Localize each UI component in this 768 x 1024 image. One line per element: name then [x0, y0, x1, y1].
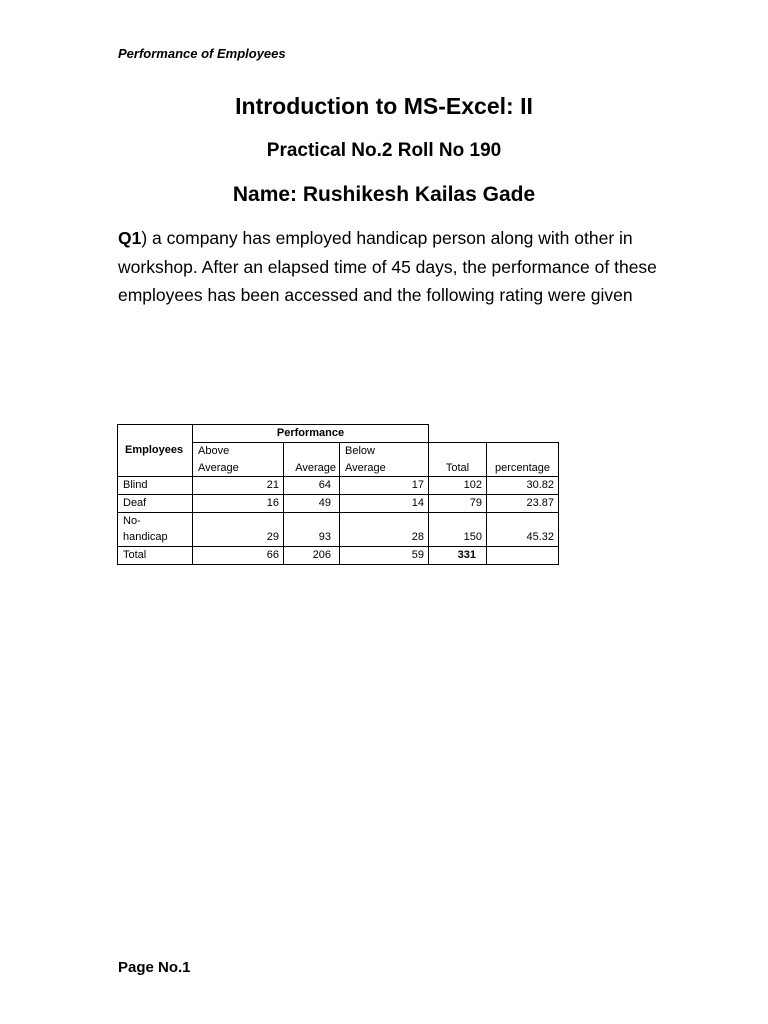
table-cell	[487, 547, 558, 564]
performance-table	[117, 424, 559, 566]
column-header-percentage: percentage	[494, 462, 551, 474]
row-label-blind: Blind	[123, 479, 148, 491]
row-label-no-handicap-line1: No-	[123, 515, 141, 527]
table-cell: 93	[318, 531, 331, 543]
column-header-employees: Employees	[125, 444, 184, 456]
student-name: Name: Rushikesh Kailas Gade	[232, 183, 536, 206]
column-header-above-line2: Average	[198, 462, 239, 474]
table-cell: 29	[266, 531, 279, 543]
grand-total-cell: 331	[457, 549, 476, 561]
table-cell: 30.82	[526, 479, 554, 491]
column-header-below-line2: Average	[345, 462, 386, 474]
question-paragraph	[118, 224, 658, 310]
table-cell: 64	[318, 479, 331, 491]
table-cell: 49	[318, 497, 331, 509]
document-header: Performance of Employees	[118, 46, 286, 61]
row-label-deaf: Deaf	[123, 497, 147, 509]
table-border	[117, 564, 559, 565]
page-title: Introduction to MS-Excel: II	[235, 93, 533, 119]
question-text: ) a company has employed handicap person along with other in workshop. After an elapsed time of 45 days, the performance of these employees has been accessed and the following rating were given	[118, 228, 657, 306]
table-cell: 23.87	[526, 497, 554, 509]
row-label-total: Total	[123, 549, 147, 561]
column-header-below-line1: Below	[345, 445, 375, 457]
column-header-above-line1: Above	[198, 445, 230, 457]
column-header-total: Total	[445, 462, 470, 474]
table-cell: 17	[411, 479, 424, 491]
table-cell: 16	[266, 497, 279, 509]
table-border	[558, 442, 559, 565]
group-header-performance: Performance	[276, 427, 345, 439]
table-cell: 150	[463, 531, 482, 543]
table-cell: 28	[411, 531, 424, 543]
practical-subtitle: Practical No.2 Roll No 190	[266, 140, 502, 161]
question-number: Q1	[118, 228, 142, 248]
table-cell: 66	[266, 549, 279, 561]
table-cell: 102	[463, 479, 482, 491]
table-cell: 45.32	[526, 531, 554, 543]
table-cell: 59	[411, 549, 424, 561]
table-cell: 21	[266, 479, 279, 491]
row-label-no-handicap-line2: handicap	[123, 531, 168, 543]
column-header-average: Average	[295, 462, 336, 474]
table-cell: 14	[411, 497, 424, 509]
table-cell: 79	[469, 497, 482, 509]
page-number: Page No.1	[118, 959, 191, 976]
table-cell: 206	[312, 549, 331, 561]
